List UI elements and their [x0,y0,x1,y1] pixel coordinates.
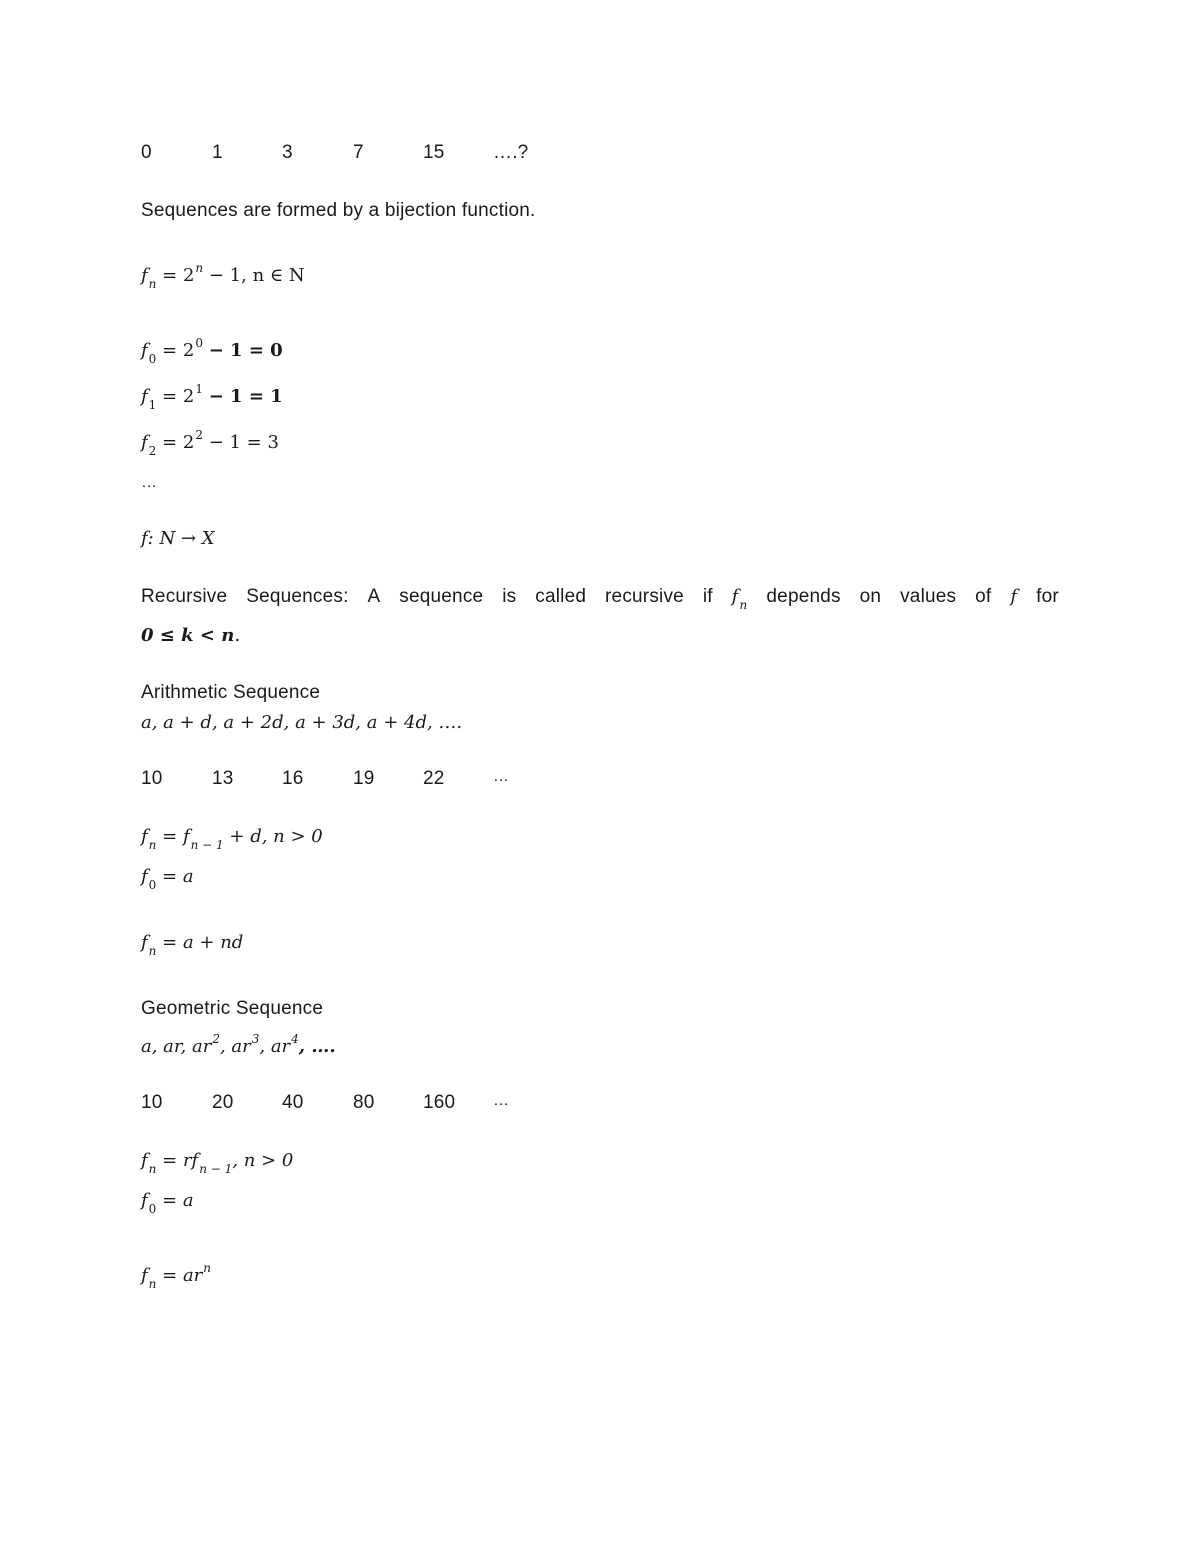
geometric-heading: Geometric Sequence [141,998,324,1019]
geometric-closed-form: $f_n = ar^n$ [141,1261,212,1291]
example-formula-0: $f_0 = 2^0 - 1 = 0$ [141,336,283,366]
sequence-term: 7 [353,142,364,163]
geometric-terms: a, ar, $ar^2$, $ar^3$, $ar^4$, …. [141,1032,336,1057]
sequence-term: 1 [212,142,223,163]
recursive-definition-line2: 0 ≤ k < n. [141,624,241,646]
document-page: 0 1 3 7 15 ….? Sequences are formed by a bijection function. $f_n = 2^n - 1$, n ∈ N $f_0 = 2^0 - 1 = 0$ $f_1 = 2^1 - 1 = 1$ $f_2 = 2^2 - 1 = 3$ … f: N → X Recursive Sequences: A sequence is called recursive if $f_n$ depends on values of f for 0 ≤ k < n. Arithmetic Sequence a, a + d, a + 2d, a + 3d, a + 4d, …. 10 13 16 19 22 … $f_n = f_{n - 1} + d$, n > 0 $f_0 = a$ $f_n = a$ + nd Geometric Sequence a, ar, $ar^2$, $ar^3$, $ar^4$, …. 10 20 40 80 160 … $f_n = rf_{n - 1}$, n > 0 $f_0 = a$ $f_n = ar^n$ [0,0,1200,1553]
arithmetic-recursive-formula: $f_n = f_{n - 1} + d$, n > 0 [141,826,323,852]
arithmetic-heading: Arithmetic Sequence [141,682,321,703]
geometric-recursive-formula: $f_n = rf_{n - 1}$, n > 0 [141,1150,294,1176]
intro-text: Sequences are formed by a bijection function. [141,200,536,221]
arithmetic-terms: a, a + d, a + 2d, a + 3d, a + 4d, …. [141,712,463,733]
recursive-definition-line1: Recursive Sequences: A sequence is called recursive if $f_n$ depends on values of f for [141,586,1059,612]
arithmetic-base-case: $f_0 = a$ [141,866,194,892]
sequence-term: 3 [282,142,293,163]
sequence-term: 15 [423,142,445,163]
general-formula: $f_n = 2^n - 1$, n ∈ N [141,261,305,291]
sequence-term: ….? [493,142,529,163]
example-formula-1: $f_1 = 2^1 - 1 = 1$ [141,382,283,412]
sequence-term: 0 [141,142,152,163]
mapping-formula: f: N → X [141,528,215,549]
arithmetic-closed-form: $f_n = a$ + nd [141,932,244,958]
example-formula-2: $f_2 = 2^2 - 1 = 3$ [141,428,279,458]
ellipsis: … [141,474,158,491]
geometric-base-case: $f_0 = a$ [141,1190,194,1216]
